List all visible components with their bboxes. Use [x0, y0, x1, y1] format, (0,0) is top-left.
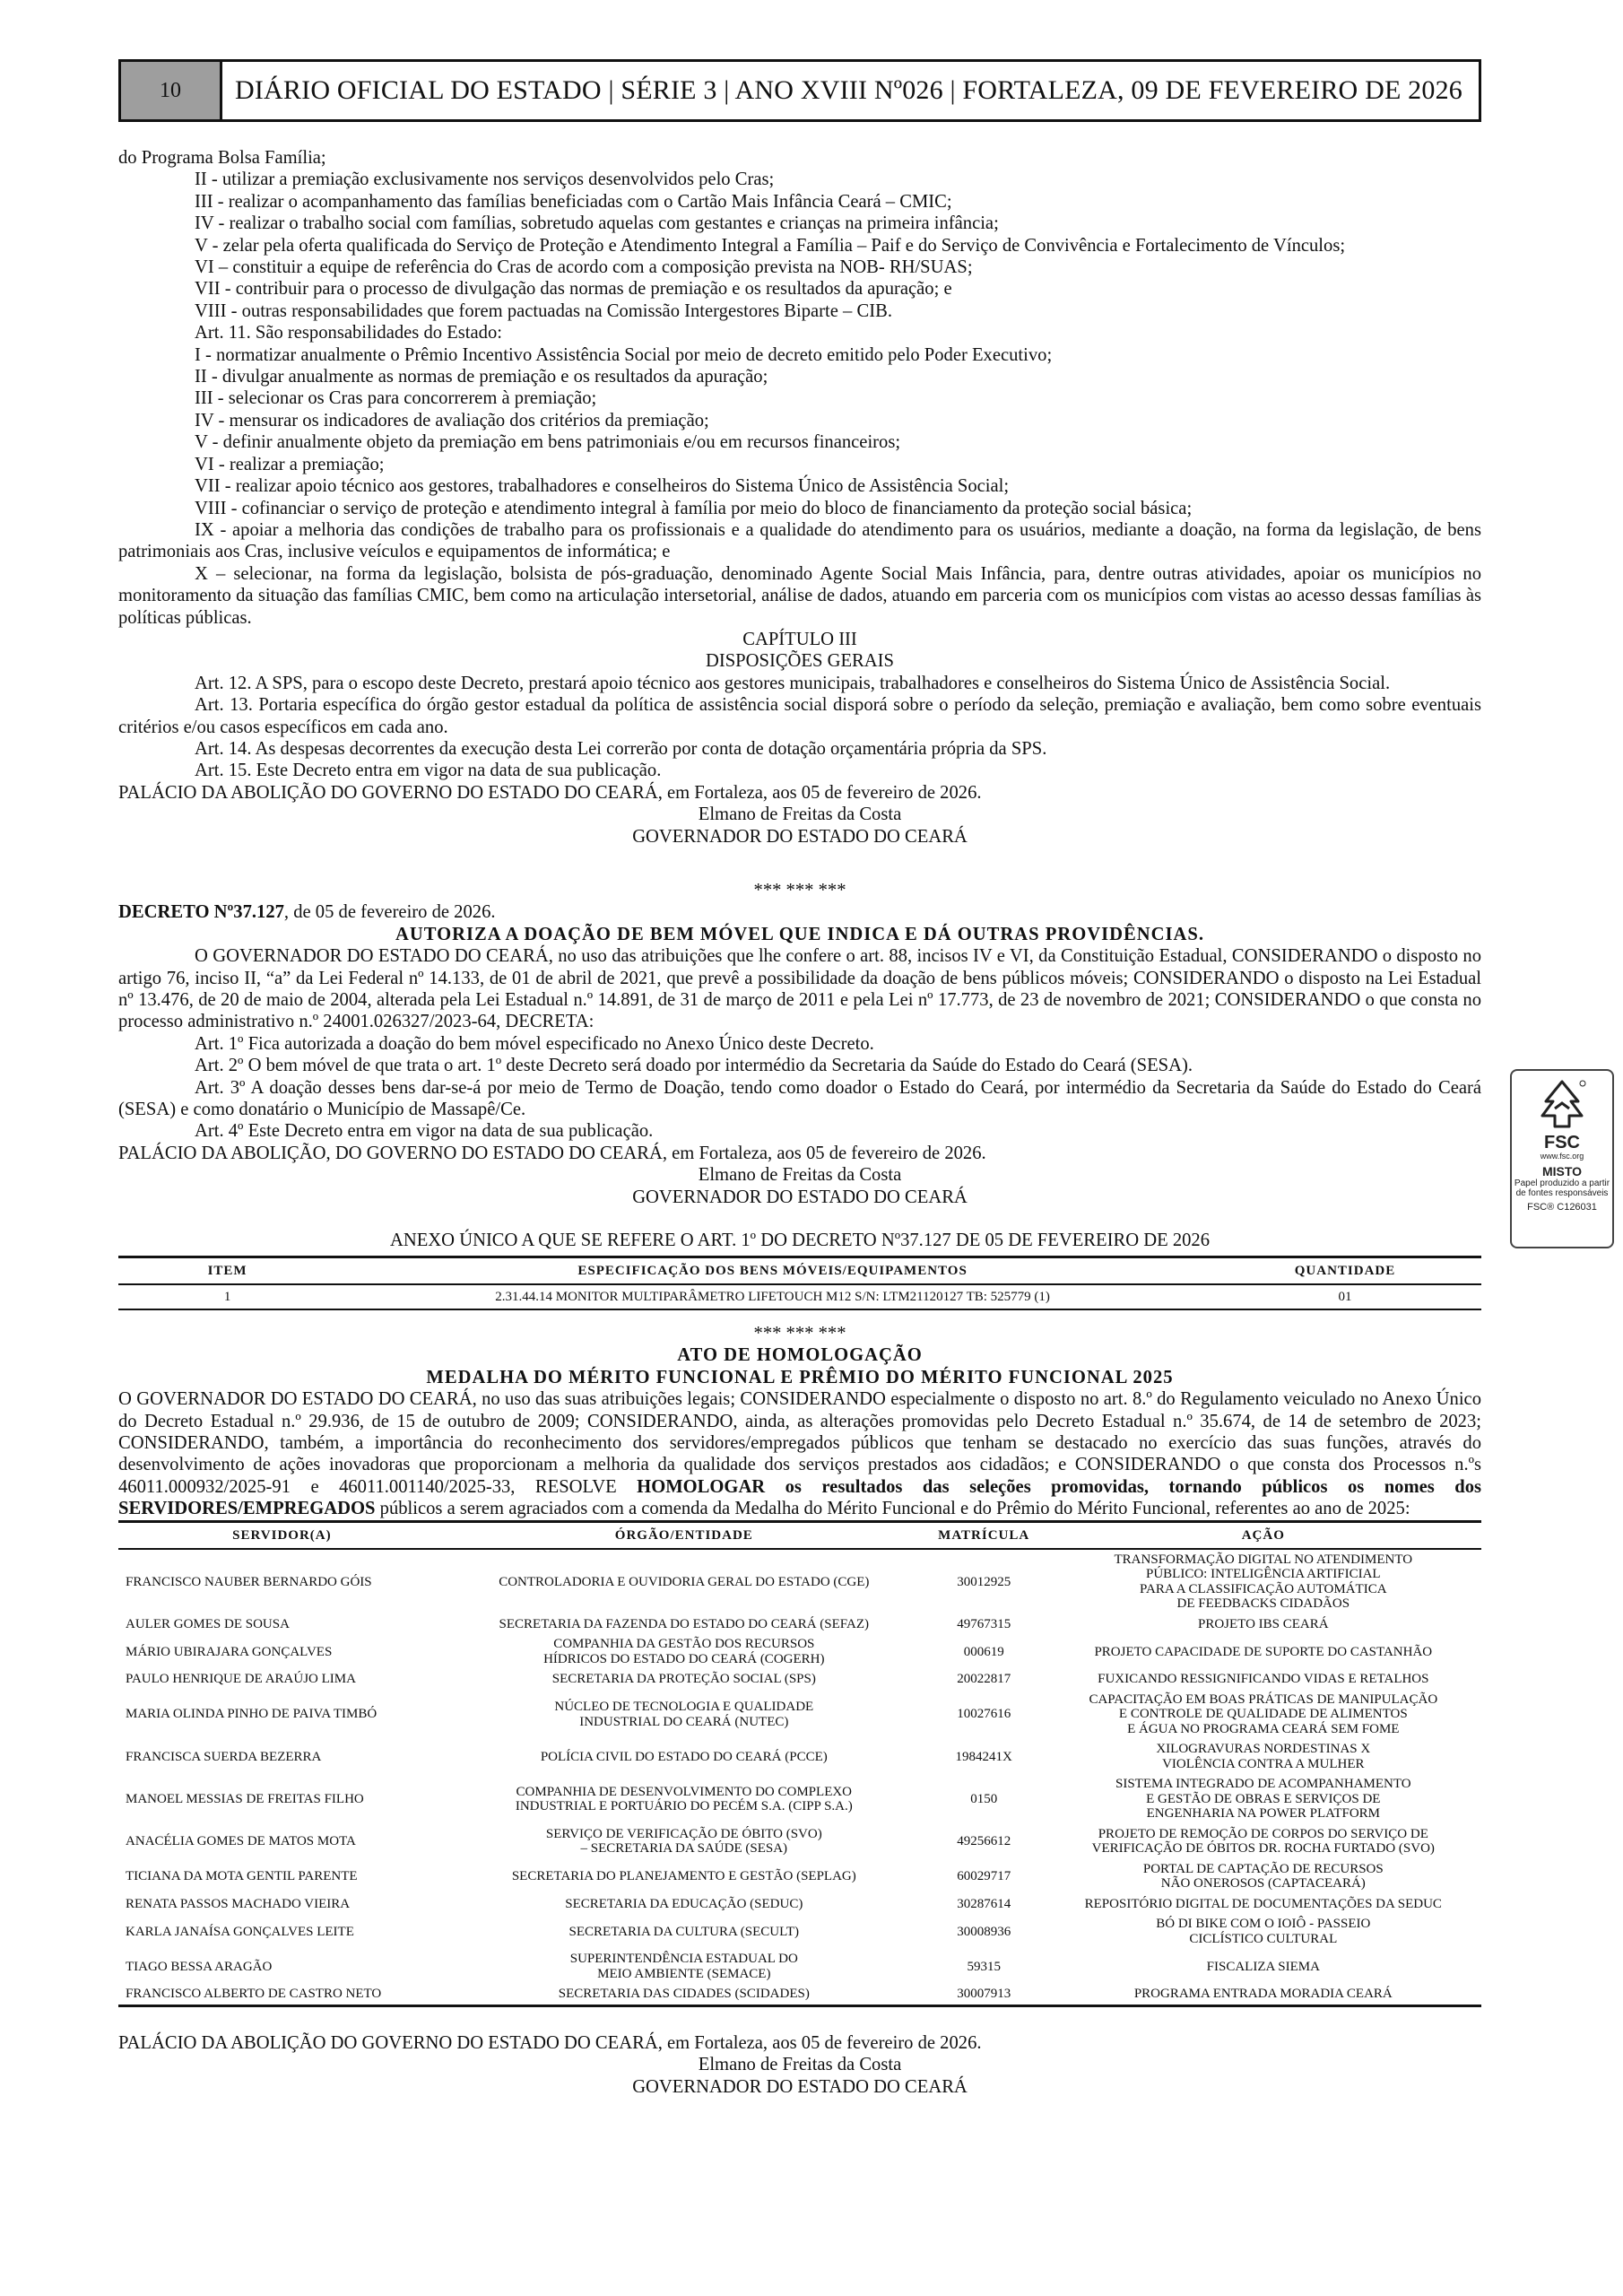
paragraph: IV - realizar o trabalho social com famílias, sobretudo aquelas com gestantes e crianças na primeira infância;	[195, 213, 999, 234]
section-separator: *** *** ***	[753, 881, 846, 900]
signer-role: GOVERNADOR DO ESTADO DO CEARÁ	[632, 1187, 968, 1207]
palace-line: PALÁCIO DA ABOLIÇÃO DO GOVERNO DO ESTADO DO CEARÁ, em Fortaleza, aos 05 de fevereiro de 2026.	[118, 782, 982, 803]
table-cell: 30012925	[957, 1574, 1011, 1589]
table-cell: PAULO HENRIQUE DE ARAÚJO LIMA	[126, 1672, 356, 1687]
intro-text: públicos a serem agraciados com a comenda da Medalha do Mérito Funcional e do Prêmio do Mérito Funcional, referentes ao ano de 2025:	[375, 1499, 1410, 1519]
table-cell: RENATA PASSOS MACHADO VIEIRA	[126, 1896, 351, 1911]
table-cell: KARLA JANAÍSA GONÇALVES LEITE	[126, 1924, 354, 1939]
table-row	[118, 1824, 1481, 1859]
table-cell: MARIA OLINDA PINHO DE PAIVA TIMBÓ	[126, 1707, 378, 1722]
paragraph: Art. 15. Este Decreto entra em vigor na data de sua publicação.	[195, 761, 662, 781]
table-row	[118, 1859, 1481, 1894]
palace-line: PALÁCIO DA ABOLIÇÃO, DO GOVERNO DO ESTADO DO CEARÁ, em Fortaleza, aos 05 de fevereiro de 2026.	[118, 1143, 986, 1163]
decree-date: , de 05 de fevereiro de 2026.	[283, 902, 496, 923]
table-cell: TIAGO BESSA ARAGÃO	[126, 1959, 273, 1974]
table-cell: 30007913	[923, 1984, 1046, 2005]
table-cell: 1	[118, 1284, 336, 1309]
paragraph: Art. 1º Fica autorizada a doação do bem móvel especificado no Anexo Único deste Decreto.	[195, 1033, 874, 1054]
paragraph: II - divulgar anualmente as normas de premiação e os resultados da apuração;	[195, 367, 768, 387]
paragraph: VIII - outras responsabilidades que forem pactuadas na Comissão Intergestores Biparte – CIB.	[195, 300, 892, 321]
table-cell: 2.31.44.14 MONITOR MULTIPARÂMETRO LIFETOUCH M12 S/N: LTM21120127 TB: 525779 (1)	[336, 1284, 1209, 1309]
table-cell: 49256612	[957, 1834, 1011, 1849]
table-cell: MÁRIO UBIRAJARA GONÇALVES	[126, 1644, 333, 1659]
paragraph: III - selecionar os Cras para concorrerem à premiação;	[195, 388, 597, 409]
table-cell: TRANSFORMAÇÃO DIGITAL NO ATENDIMENTO PÚBLICO: INTELIGÊNCIA ARTIFICIAL PARA A CLASSIFICAÇÃO AUTOMÁTICA DE FEEDBACKS CIDADÃOS	[1114, 1552, 1413, 1612]
table-cell: AULER GOMES DE SOUSA	[126, 1616, 290, 1631]
paragraph: III - realizar o acompanhamento das famílias beneficiadas com o Cartão Mais Infância Ceará – CMIC;	[195, 191, 952, 212]
table-cell: 60029717	[957, 1869, 1011, 1884]
document-body	[118, 147, 1481, 2098]
paragraph: Art. 13. Portaria específica do órgão gestor estadual da política de assistência social disporá sobre o período da seleção, premiação e avaliação, bem como sobre eventuais critérios e/ou casos específicos em cada ano.	[118, 695, 1481, 737]
table-cell: PROJETO IBS CEARÁ	[1198, 1616, 1329, 1631]
intro-bold: HOMOLOGAR os resultados das seleções promovidas, tornando públicos os nomes dos SERVIDORES/EMPREGADOS	[118, 1476, 1481, 1519]
table-cell: PROJETO CAPACIDADE DE SUPORTE DO CASTANHÃO	[1094, 1644, 1433, 1659]
table-cell: FUXICANDO RESSIGNIFICANDO VIDAS E RETALHOS	[1098, 1672, 1429, 1687]
intro-text: O GOVERNADOR DO ESTADO DO CEARÁ, no uso das suas atribuições legais; CONSIDERANDO especialmente o disposto no art. 8.º do Regulamento veiculado no Anexo Único do Decreto Estadual n.º 29.936, de 15 de outubro de 2009; CONSIDERANDO, ainda, as alterações promovidas pelo Decreto Estadual n.º 35.674, de 14 de setembro de 2023; CONSIDERANDO, também, a importância do reconhecimento dos servidores/empregados públicos que tenham se destacado no exercício das suas funções, através do desenvolvimento de ações inovadoras que proporcionam a melhoria da qualidade dos serviços prestados aos cidadãos; e CONSIDERANDO o que consta dos Processos n.ºs 46011.000932/2025-91 e 46011.001140/2025-33, RESOLVE	[118, 1389, 1481, 1497]
table-cell: 49767315	[957, 1616, 1011, 1631]
paragraph: Art. 2º O bem móvel de que trata o art. 1º deste Decreto será doado por intermédio da Secretaria da Saúde do Estado do Ceará (SESA).	[195, 1056, 1193, 1076]
paragraph: Art. 3º A doação desses bens dar-se-á por meio de Termo de Doação, tendo como doador o Estado do Ceará, por intermédio da Secretaria da Saúde do Estado do Ceará (SESA) e como donatário o Município de Massapê/Ce.	[118, 1077, 1481, 1120]
table-cell: SECRETARIA DA FAZENDA DO ESTADO DO CEARÁ (SEFAZ)	[499, 1616, 870, 1631]
table-cell: SISTEMA INTEGRADO DE ACOMPANHAMENTO E GESTÃO DE OBRAS E SERVIÇOS DE ENGENHARIA NA POWER PLATFORM	[1115, 1777, 1411, 1822]
table-row	[118, 1984, 1481, 2005]
column-header: QUANTIDADE	[1209, 1257, 1481, 1284]
signer-role: GOVERNADOR DO ESTADO DO CEARÁ	[632, 2076, 968, 2097]
paragraph: VIII - cofinanciar o serviço de proteção e atendimento integral à família por meio do bloco de financiamento da proteção social básica;	[195, 498, 1193, 518]
chapter-heading: CAPÍTULO III	[742, 629, 857, 649]
table-row	[118, 1774, 1481, 1824]
signer-name: Elmano de Freitas da Costa	[698, 2055, 902, 2075]
table-cell: 1984241X	[955, 1749, 1012, 1764]
table-cell: MANOEL MESSIAS DE FREITAS FILHO	[126, 1791, 364, 1806]
column-header: ÓRGÃO/ENTIDADE	[446, 1521, 923, 1549]
table-cell: 01	[1209, 1284, 1481, 1309]
act-intro	[118, 1388, 1481, 1519]
table-cell: 30287614	[957, 1896, 1011, 1911]
table-cell: SECRETARIA DA CULTURA (SECULT)	[568, 1924, 800, 1939]
table-cell: SUPERINTENDÊNCIA ESTADUAL DO MEIO AMBIENTE (SEMACE)	[569, 1952, 798, 1981]
paragraph: Art. 14. As despesas decorrentes da execução desta Lei correrão por conta de dotação orçamentária própria da SPS.	[195, 738, 1047, 759]
table-cell: 000619	[963, 1644, 1004, 1659]
gazette-title: DIÁRIO OFICIAL DO ESTADO | SÉRIE 3 | ANO XVIII Nº026 | FORTALEZA, 09 DE FEVEREIRO DE 2026	[235, 75, 1462, 105]
table-cell: FRANCISCO NAUBER BERNARDO GÓIS	[126, 1574, 372, 1589]
paragraph: Art. 4º Este Decreto entra em vigor na data de sua publicação.	[195, 1121, 654, 1142]
fsc-seal	[1510, 1069, 1614, 1248]
table-cell: CAPACITAÇÃO EM BOAS PRÁTICAS DE MANIPULAÇÃO E CONTROLE DE QUALIDADE DE ALIMENTOS E ÁGUA NO PROGRAMA CEARÁ SEM FOME	[1089, 1692, 1438, 1736]
table-row	[118, 1634, 1481, 1669]
table-cell: SECRETARIA DAS CIDADES (SCIDADES)	[446, 1984, 923, 2005]
table-cell: XILOGRAVURAS NORDESTINAS X VIOLÊNCIA CONTRA A MULHER	[1156, 1742, 1371, 1771]
table-cell: FRANCISCA SUERDA BEZERRA	[126, 1749, 322, 1764]
fsc-site: www.fsc.org	[1540, 1152, 1584, 1161]
table-row	[118, 1614, 1481, 1635]
palace-line: PALÁCIO DA ABOLIÇÃO DO GOVERNO DO ESTADO DO CEARÁ, em Fortaleza, aos 05 de fevereiro de 2026.	[118, 2032, 982, 2053]
table-cell: SECRETARIA DA PROTEÇÃO SOCIAL (SPS)	[551, 1672, 816, 1687]
table-cell: NÚCLEO DE TECNOLOGIA E QUALIDADE INDUSTRIAL DO CEARÁ (NUTEC)	[554, 1700, 814, 1729]
table-cell: 30008936	[957, 1924, 1011, 1939]
signer-name: Elmano de Freitas da Costa	[698, 1165, 902, 1186]
table-row	[118, 1669, 1481, 1690]
paragraph: V - definir anualmente objeto da premiação em bens patrimoniais e/ou em recursos financeiros;	[195, 432, 901, 453]
table-cell: COMPANHIA DE DESENVOLVIMENTO DO COMPLEXO INDUSTRIAL E PORTUÁRIO DO PECÉM S.A. (CIPP S.A.)	[515, 1784, 853, 1814]
paragraph: X – selecionar, na forma da legislação, bolsista de pós-graduação, denominado Agente Social Mais Infância, para, dentre outras atividades, apoiar os municípios no monitoramento da situação das famílias CMIC, bem como na articulação intersetorial, análise de dados, atuando em parceria com os municípios com vistas ao acesso dessas famílias às políticas públicas.	[118, 563, 1481, 628]
table-row	[118, 1690, 1481, 1740]
decree-title: AUTORIZA A DOAÇÃO DE BEM MÓVEL QUE INDICA E DÁ OUTRAS PROVIDÊNCIAS.	[395, 924, 1204, 944]
fsc-description: Papel produzido a partir de fontes responsáveis	[1514, 1178, 1610, 1198]
table-cell: PROGRAMA ENTRADA MORADIA CEARÁ	[1046, 1984, 1481, 2005]
decree-37127	[118, 901, 1481, 1310]
table-cell: 10027616	[957, 1707, 1011, 1722]
paragraph: VI - realizar a premiação;	[195, 454, 385, 474]
table-row	[118, 1739, 1481, 1774]
table-cell: PORTAL DE CAPTAÇÃO DE RECURSOS NÃO ONEROSOS (CAPTACEARÁ)	[1142, 1861, 1384, 1892]
table-header-row	[118, 1521, 1481, 1549]
decree-heading	[118, 901, 1481, 923]
table-cell: ANACÉLIA GOMES DE MATOS MOTA	[126, 1834, 356, 1849]
fsc-brand: FSC	[1544, 1133, 1580, 1152]
paragraph: V - zelar pela oferta qualificada do Serviço de Proteção e Atendimento Integral a Família – Paif e do Serviço de Convivência e Fortalecimento de Vínculos;	[195, 235, 1346, 256]
annex-title: ANEXO ÚNICO A QUE SE REFERE O ART. 1º DO DECRETO Nº37.127 DE 05 DE FEVEREIRO DE 2026	[389, 1231, 1211, 1251]
signer-role: GOVERNADOR DO ESTADO DO CEARÁ	[632, 826, 968, 847]
table-cell: CONTROLADORIA E OUVIDORIA GERAL DO ESTADO (CGE)	[499, 1574, 870, 1589]
column-header: ITEM	[118, 1257, 336, 1284]
table-row	[118, 1914, 1481, 1949]
table-row	[118, 1284, 1481, 1309]
paragraph: Art. 12. A SPS, para o escopo deste Decreto, prestará apoio técnico aos gestores municipais, trabalhadores e conselheiros do Sistema Único de Assistência Social.	[195, 673, 1391, 693]
decree-continuation	[118, 147, 1481, 848]
paragraph: I - normatizar anualmente o Prêmio Incentivo Assistência Social por meio de decreto emitido pelo Poder Executivo;	[195, 344, 1053, 365]
fsc-tree-icon	[1535, 1078, 1589, 1134]
chapter-title: DISPOSIÇÕES GERAIS	[706, 651, 894, 672]
signer-name: Elmano de Freitas da Costa	[698, 804, 902, 825]
table-cell: REPOSITÓRIO DIGITAL DE DOCUMENTAÇÕES DA SEDUC	[1084, 1896, 1442, 1911]
table-cell: TICIANA DA MOTA GENTIL PARENTE	[126, 1869, 358, 1884]
paragraph: O GOVERNADOR DO ESTADO DO CEARÁ, no uso das atribuições que lhe confere o art. 88, incisos IV e VI, da Constituição Estadual, CONSIDERANDO o disposto no artigo 76, inciso II, “a” da Lei Federal nº 14.133, de 01 de abril de 2021, que prevê a possibilidade da doação de bens públicos móveis; CONSIDERANDO o disposto na Lei Estadual nº 13.476, de 20 de maio de 2004, alterada pela Lei Estadual n.º 14.891, de 31 de março de 2011 e pela Lei nº 17.773, de 23 de novembro de 2021; CONSIDERANDO o que consta no processo administrativo n.º 24001.026327/2023-64, DECRETA:	[118, 946, 1481, 1032]
table-row	[118, 1894, 1481, 1915]
paragraph: IX - apoiar a melhoria das condições de trabalho para os profissionais e a qualidade do atendimento para os usuários, mediante a doação, na forma da legislação, de bens patrimoniais aos Cras, inclusive veículos e equipamentos de informática; e	[118, 519, 1481, 562]
page-header	[118, 59, 1481, 122]
act-subtitle: MEDALHA DO MÉRITO FUNCIONAL E PRÊMIO DO MÉRITO FUNCIONAL 2025	[426, 1367, 1174, 1387]
table-header-row	[118, 1257, 1481, 1284]
annex-table	[118, 1256, 1481, 1310]
table-row	[118, 1949, 1481, 1984]
table-cell: SERVIÇO DE VERIFICAÇÃO DE ÓBITO (SVO) – SECRETARIA DA SAÚDE (SESA)	[545, 1826, 822, 1857]
awardees-table	[118, 1520, 1481, 2007]
decree-number: DECRETO Nº37.127	[118, 902, 284, 923]
column-header: MATRÍCULA	[923, 1521, 1046, 1549]
table-cell: 0150	[970, 1791, 998, 1806]
table-cell: COMPANHIA DA GESTÃO DOS RECURSOS HÍDRICOS DO ESTADO DO CEARÁ (COGERH)	[543, 1637, 825, 1666]
fsc-label: MISTO	[1541, 1164, 1583, 1178]
paragraph: VI – constituir a equipe de referência do Cras de acordo com a composição prevista na NOB- RH/SUAS;	[195, 257, 973, 278]
page-number: 10	[121, 62, 222, 119]
column-header: ESPECIFICAÇÃO DOS BENS MÓVEIS/EQUIPAMENTOS	[336, 1257, 1209, 1284]
table-cell: 20022817	[957, 1672, 1011, 1687]
table-cell: SECRETARIA DO PLANEJAMENTO E GESTÃO (SEPLAG)	[511, 1869, 856, 1884]
table-row	[118, 1549, 1481, 1614]
column-header: SERVIDOR(A)	[118, 1521, 446, 1549]
column-header: AÇÃO	[1046, 1521, 1481, 1549]
paragraph: VII - contribuir para o processo de divulgação das normas de premiação e os resultados da apuração; e	[195, 279, 952, 300]
homologation-act	[118, 1344, 1481, 2098]
act-title: ATO DE HOMOLOGAÇÃO	[677, 1345, 923, 1366]
fsc-code: FSC® C126031	[1527, 1202, 1597, 1213]
table-cell: FISCALIZA SIEMA	[1206, 1959, 1320, 1974]
table-cell: FRANCISCO ALBERTO DE CASTRO NETO	[118, 1984, 446, 2005]
table-cell: BÓ DI BIKE COM O IOIÔ - PASSEIO CICLÍSTICO CULTURAL	[1156, 1917, 1371, 1946]
table-cell: PROJETO DE REMOÇÃO DE CORPOS DO SERVIÇO DE VERIFICAÇÃO DE ÓBITOS DR. ROCHA FURTADO (SVO)	[1091, 1826, 1435, 1857]
paragraph: IV - mensurar os indicadores de avaliação dos critérios da premiação;	[195, 410, 709, 430]
table-cell: SECRETARIA DA EDUCAÇÃO (SEDUC)	[565, 1896, 803, 1911]
paragraph: II - utilizar a premiação exclusivamente nos serviços desenvolvidos pelo Cras;	[195, 170, 775, 190]
paragraph: VII - realizar apoio técnico aos gestores, trabalhadores e conselheiros do Sistema Único de Assistência Social;	[195, 476, 1010, 497]
table-cell: 59315	[967, 1959, 1001, 1974]
section-separator: *** *** ***	[753, 1323, 846, 1344]
paragraph: do Programa Bolsa Família;	[118, 148, 326, 168]
table-cell: POLÍCIA CIVIL DO ESTADO DO CEARÁ (PCCE)	[540, 1749, 828, 1764]
paragraph: Art. 11. São responsabilidades do Estado:	[195, 323, 502, 344]
